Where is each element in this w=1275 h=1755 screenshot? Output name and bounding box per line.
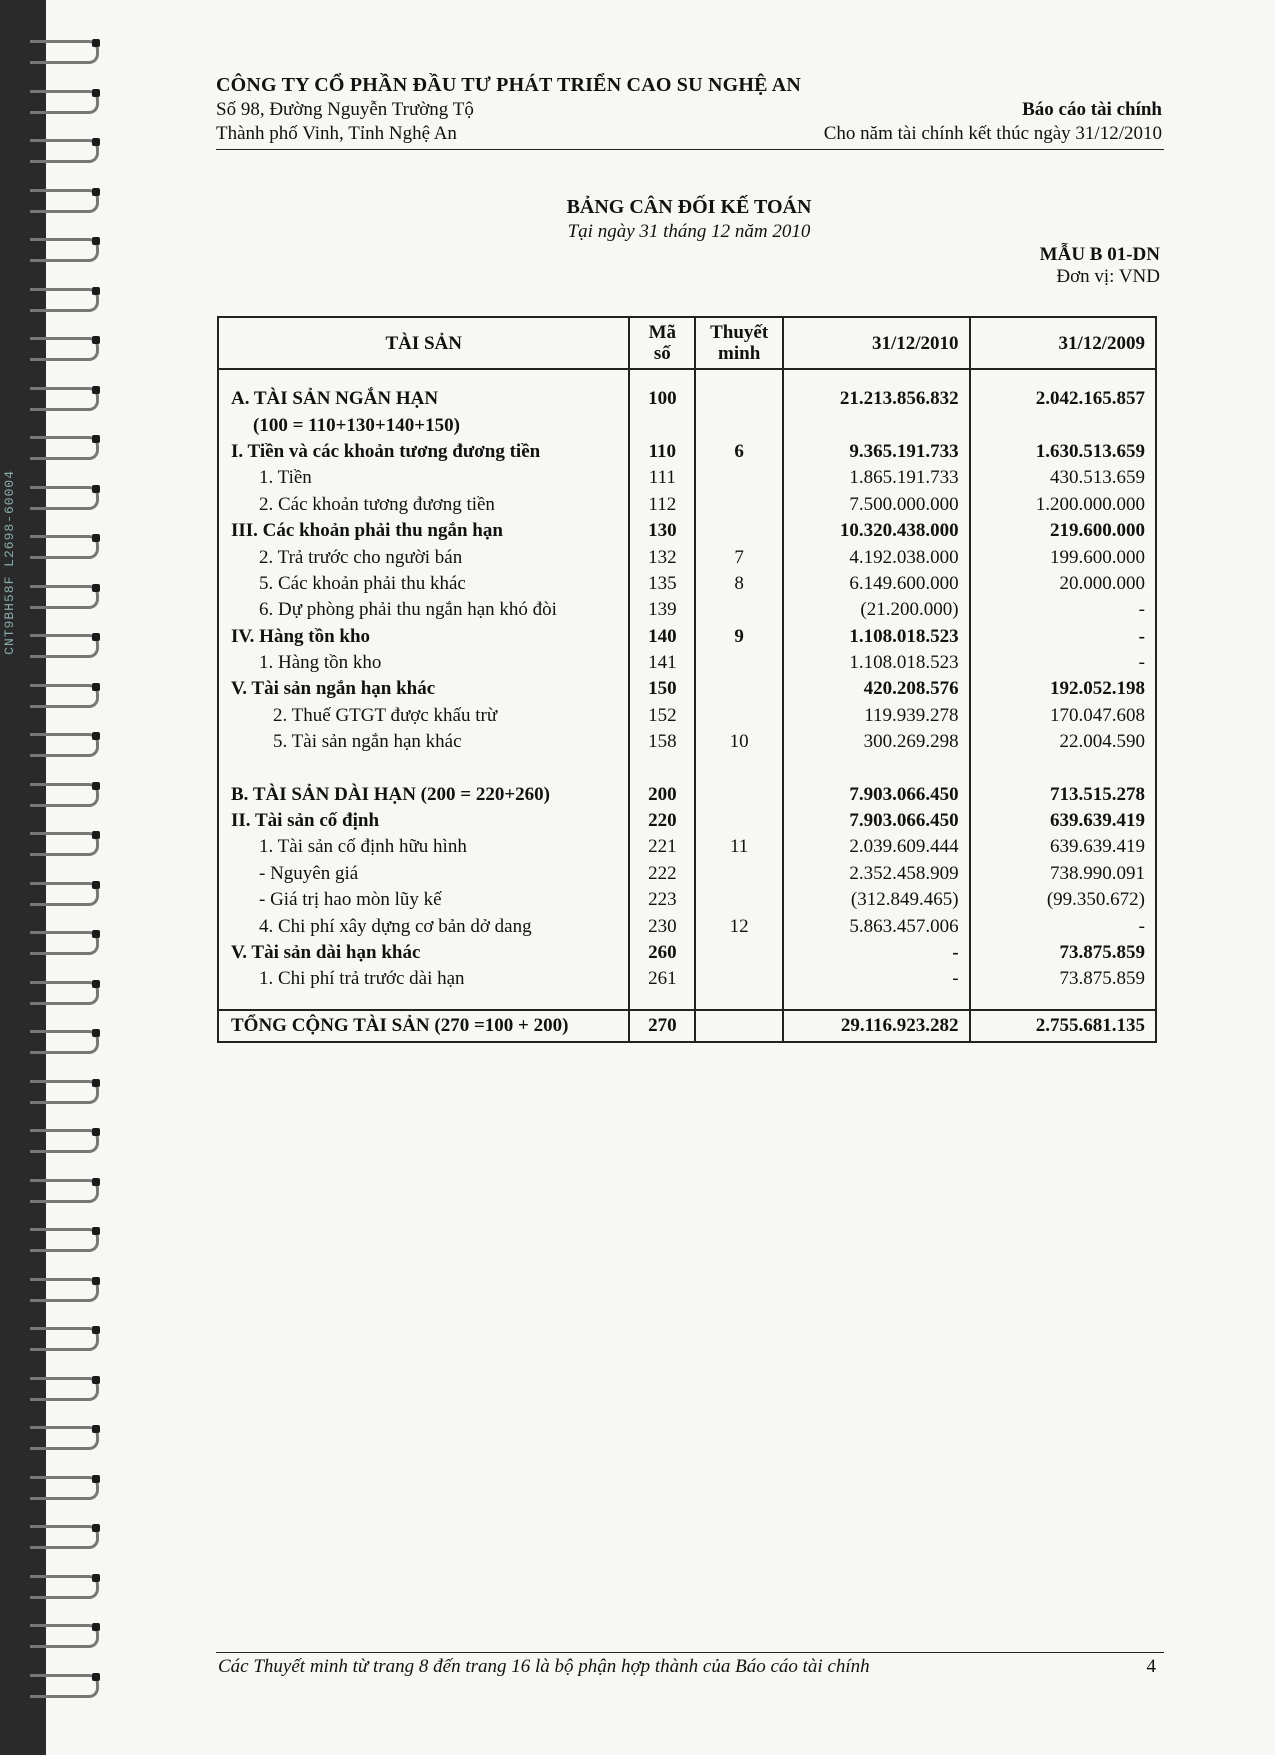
form-code: MẪU B 01-DN <box>1039 244 1160 265</box>
address-line-2: Thành phố Vinh, Tỉnh Nghệ An <box>216 123 457 144</box>
row-value-2010: 2.352.458.909 <box>783 861 969 887</box>
table-row <box>218 597 1156 623</box>
row-note <box>695 940 783 966</box>
binding-ring <box>30 684 99 708</box>
binding-ring <box>30 783 99 807</box>
row-label: IV. Hàng tồn kho <box>218 624 629 650</box>
binding-ring <box>30 1476 99 1500</box>
row-code: 220 <box>629 808 695 834</box>
binding-ring <box>30 1228 99 1252</box>
row-value-2009: - <box>970 913 1156 939</box>
report-period: Cho năm tài chính kết thúc ngày 31/12/2010 <box>823 123 1162 144</box>
page-number: 4 <box>1146 1656 1156 1677</box>
header-2010: 31/12/2010 <box>783 317 969 369</box>
row-label: 1. Tài sản cố định hữu hình <box>218 834 629 860</box>
row-note <box>695 676 783 702</box>
row-value-2010: 4.192.038.000 <box>783 544 969 570</box>
row-value-2010: 1.865.191.733 <box>783 465 969 491</box>
row-code: 221 <box>629 834 695 860</box>
row-value-2009: 73.875.859 <box>970 966 1156 992</box>
binding-ring <box>30 436 99 460</box>
row-value-2009: 430.513.659 <box>970 465 1156 491</box>
row-value-2010: 1.108.018.523 <box>783 624 969 650</box>
row-value-2010: 7.500.000.000 <box>783 492 969 518</box>
table-row <box>218 913 1156 939</box>
company-name: CÔNG TY CỔ PHẦN ĐẦU TƯ PHÁT TRIỂN CAO SU NGHỆ AN <box>216 74 802 96</box>
row-label: 1. Chi phí trả trước dài hạn <box>218 966 629 992</box>
row-label: III. Các khoản phải thu ngắn hạn <box>218 518 629 544</box>
row-value-2009: 20.000.000 <box>970 571 1156 597</box>
table-row <box>218 386 1156 412</box>
row-label: I. Tiền và các khoản tương đương tiền <box>218 439 629 465</box>
row-note <box>695 781 783 807</box>
row-value-2010: 1.108.018.523 <box>783 650 969 676</box>
binding-ring <box>30 1377 99 1401</box>
document-header <box>216 74 1162 145</box>
binding-ring <box>30 981 99 1005</box>
row-label: 1. Tiền <box>218 465 629 491</box>
row-value-2010: - <box>783 966 969 992</box>
row-label: II. Tài sản cố định <box>218 808 629 834</box>
row-note: 11 <box>695 834 783 860</box>
side-stamp: CNT9BH58F L2698-60004 <box>2 470 17 655</box>
row-label: 5. Tài sản ngắn hạn khác <box>218 729 629 755</box>
row-code: 158 <box>629 729 695 755</box>
row-value-2010: 300.269.298 <box>783 729 969 755</box>
binding-ring <box>30 634 99 658</box>
row-label: 2. Thuế GTGT được khấu trừ <box>218 703 629 729</box>
row-value-2009: 199.600.000 <box>970 544 1156 570</box>
binding-ring <box>30 1624 99 1648</box>
binding-ring <box>30 1080 99 1104</box>
row-value-2009 <box>970 412 1156 438</box>
table-row <box>218 518 1156 544</box>
row-note <box>695 808 783 834</box>
row-code: 139 <box>629 597 695 623</box>
row-code: 130 <box>629 518 695 544</box>
table-header-row <box>218 317 1156 369</box>
spiral-binding <box>0 0 96 1755</box>
header-code: Mã số <box>629 317 695 369</box>
row-code <box>629 412 695 438</box>
binding-ring <box>30 535 99 559</box>
row-value-2009: 219.600.000 <box>970 518 1156 544</box>
row-note <box>695 650 783 676</box>
binding-ring <box>30 733 99 757</box>
binding-ring <box>30 486 99 510</box>
table-row <box>218 834 1156 860</box>
binding-ring <box>30 882 99 906</box>
row-value-2009: 1.630.513.659 <box>970 439 1156 465</box>
row-label: A. TÀI SẢN NGẮN HẠN <box>218 386 629 412</box>
total-row <box>218 1010 1156 1042</box>
row-code: 222 <box>629 861 695 887</box>
row-code: 150 <box>629 676 695 702</box>
row-label: 2. Trả trước cho người bán <box>218 544 629 570</box>
row-label: 1. Hàng tồn kho <box>218 650 629 676</box>
table-row <box>218 781 1156 807</box>
row-value-2010: 5.863.457.006 <box>783 913 969 939</box>
report-type: Báo cáo tài chính <box>1022 99 1162 120</box>
currency-unit: Đơn vị: VND <box>1056 266 1160 287</box>
binding-ring <box>30 40 99 64</box>
row-note <box>695 597 783 623</box>
row-note: 10 <box>695 729 783 755</box>
table-row <box>218 966 1156 992</box>
table-row <box>218 465 1156 491</box>
row-note <box>695 703 783 729</box>
header-asset: TÀI SẢN <box>218 317 629 369</box>
row-note: 8 <box>695 571 783 597</box>
row-value-2009: 738.990.091 <box>970 861 1156 887</box>
row-note <box>695 386 783 412</box>
row-label: - Giá trị hao mòn lũy kế <box>218 887 629 913</box>
table-row <box>218 887 1156 913</box>
row-value-2009: (99.350.672) <box>970 887 1156 913</box>
row-code: 200 <box>629 781 695 807</box>
binding-ring <box>30 585 99 609</box>
binding-ring <box>30 1327 99 1351</box>
row-value-2010: (312.849.465) <box>783 887 969 913</box>
spacer-row <box>218 369 1156 386</box>
binding-ring <box>30 1278 99 1302</box>
binding-ring <box>30 139 99 163</box>
total-value-2010: 29.116.923.282 <box>783 1010 969 1042</box>
row-note <box>695 887 783 913</box>
row-note <box>695 861 783 887</box>
row-value-2009: - <box>970 650 1156 676</box>
row-note: 7 <box>695 544 783 570</box>
row-value-2009: 2.042.165.857 <box>970 386 1156 412</box>
row-label: 4. Chi phí xây dựng cơ bản dở dang <box>218 913 629 939</box>
row-code: 110 <box>629 439 695 465</box>
header-2009: 31/12/2009 <box>970 317 1156 369</box>
balance-sheet-table <box>217 316 1157 1043</box>
row-value-2009: 639.639.419 <box>970 808 1156 834</box>
row-note <box>695 412 783 438</box>
table-body <box>218 369 1156 1042</box>
binding-ring <box>30 387 99 411</box>
page-footer <box>218 1656 1156 1678</box>
row-value-2010: 119.939.278 <box>783 703 969 729</box>
table-row <box>218 624 1156 650</box>
row-label: V. Tài sản dài hạn khác <box>218 940 629 966</box>
total-note <box>695 1010 783 1042</box>
table-row <box>218 940 1156 966</box>
table-row <box>218 676 1156 702</box>
table-row <box>218 571 1156 597</box>
row-label: B. TÀI SẢN DÀI HẠN (200 = 220+260) <box>218 781 629 807</box>
row-code: 135 <box>629 571 695 597</box>
binding-ring <box>30 931 99 955</box>
form-identifier <box>1040 244 1160 288</box>
row-value-2010: 6.149.600.000 <box>783 571 969 597</box>
row-value-2010: 7.903.066.450 <box>783 781 969 807</box>
row-code: 260 <box>629 940 695 966</box>
row-code: 112 <box>629 492 695 518</box>
row-value-2009: 192.052.198 <box>970 676 1156 702</box>
title-date: Tại ngày 31 tháng 12 năm 2010 <box>567 221 811 242</box>
table-row <box>218 703 1156 729</box>
row-note: 12 <box>695 913 783 939</box>
row-value-2009: 639.639.419 <box>970 834 1156 860</box>
row-code: 141 <box>629 650 695 676</box>
row-value-2010: 10.320.438.000 <box>783 518 969 544</box>
binding-ring <box>30 832 99 856</box>
row-value-2010: - <box>783 940 969 966</box>
row-value-2010: 9.365.191.733 <box>783 439 969 465</box>
table-row <box>218 412 1156 438</box>
table-row <box>218 544 1156 570</box>
row-value-2010 <box>783 412 969 438</box>
spacer-row <box>218 993 1156 1010</box>
total-code: 270 <box>629 1010 695 1042</box>
row-label: 6. Dự phòng phải thu ngắn hạn khó đòi <box>218 597 629 623</box>
binding-ring <box>30 238 99 262</box>
row-code: 230 <box>629 913 695 939</box>
row-code: 111 <box>629 465 695 491</box>
header-divider <box>216 149 1164 150</box>
row-note <box>695 492 783 518</box>
table-row <box>218 439 1156 465</box>
address-line-1: Số 98, Đường Nguyễn Trường Tộ <box>216 99 474 120</box>
footer-divider <box>216 1652 1164 1653</box>
table-row <box>218 650 1156 676</box>
binding-ring <box>30 90 99 114</box>
binding-ring <box>30 1179 99 1203</box>
binding-ring <box>30 1525 99 1549</box>
row-value-2009: 170.047.608 <box>970 703 1156 729</box>
row-value-2009: 22.004.590 <box>970 729 1156 755</box>
row-label: V. Tài sản ngắn hạn khác <box>218 676 629 702</box>
row-label: (100 = 110+130+140+150) <box>218 412 629 438</box>
binding-ring <box>30 1575 99 1599</box>
row-note: 9 <box>695 624 783 650</box>
row-label: 5. Các khoản phải thu khác <box>218 571 629 597</box>
document-title <box>216 196 1162 243</box>
title-main: BẢNG CÂN ĐỐI KẾ TOÁN <box>566 196 812 218</box>
row-code: 100 <box>629 386 695 412</box>
row-value-2009: - <box>970 597 1156 623</box>
row-value-2010: 2.039.609.444 <box>783 834 969 860</box>
table-row <box>218 808 1156 834</box>
row-code: 140 <box>629 624 695 650</box>
row-value-2009: 73.875.859 <box>970 940 1156 966</box>
row-value-2010: 7.903.066.450 <box>783 808 969 834</box>
binding-ring <box>30 189 99 213</box>
binding-ring <box>30 1674 99 1698</box>
row-value-2009: - <box>970 624 1156 650</box>
total-label: TỔNG CỘNG TÀI SẢN (270 =100 + 200) <box>218 1010 629 1042</box>
total-value-2009: 2.755.681.135 <box>970 1010 1156 1042</box>
row-label: - Nguyên giá <box>218 861 629 887</box>
spacer-row <box>218 755 1156 781</box>
row-code: 261 <box>629 966 695 992</box>
header-note: Thuyết minh <box>695 317 783 369</box>
row-value-2009: 1.200.000.000 <box>970 492 1156 518</box>
row-note <box>695 465 783 491</box>
table-row <box>218 729 1156 755</box>
binding-ring <box>30 288 99 312</box>
row-value-2010: 420.208.576 <box>783 676 969 702</box>
row-note: 6 <box>695 439 783 465</box>
row-code: 132 <box>629 544 695 570</box>
row-value-2010: (21.200.000) <box>783 597 969 623</box>
row-code: 152 <box>629 703 695 729</box>
row-note <box>695 966 783 992</box>
binding-ring <box>30 1426 99 1450</box>
binding-ring <box>30 1129 99 1153</box>
binding-ring <box>30 1030 99 1054</box>
binding-ring <box>30 337 99 361</box>
row-value-2010: 21.213.856.832 <box>783 386 969 412</box>
row-code: 223 <box>629 887 695 913</box>
table-row <box>218 861 1156 887</box>
footer-note: Các Thuyết minh từ trang 8 đến trang 16 là bộ phận hợp thành của Báo cáo tài chính <box>218 1656 870 1677</box>
row-note <box>695 518 783 544</box>
row-label: 2. Các khoản tương đương tiền <box>218 492 629 518</box>
table-row <box>218 492 1156 518</box>
row-value-2009: 713.515.278 <box>970 781 1156 807</box>
